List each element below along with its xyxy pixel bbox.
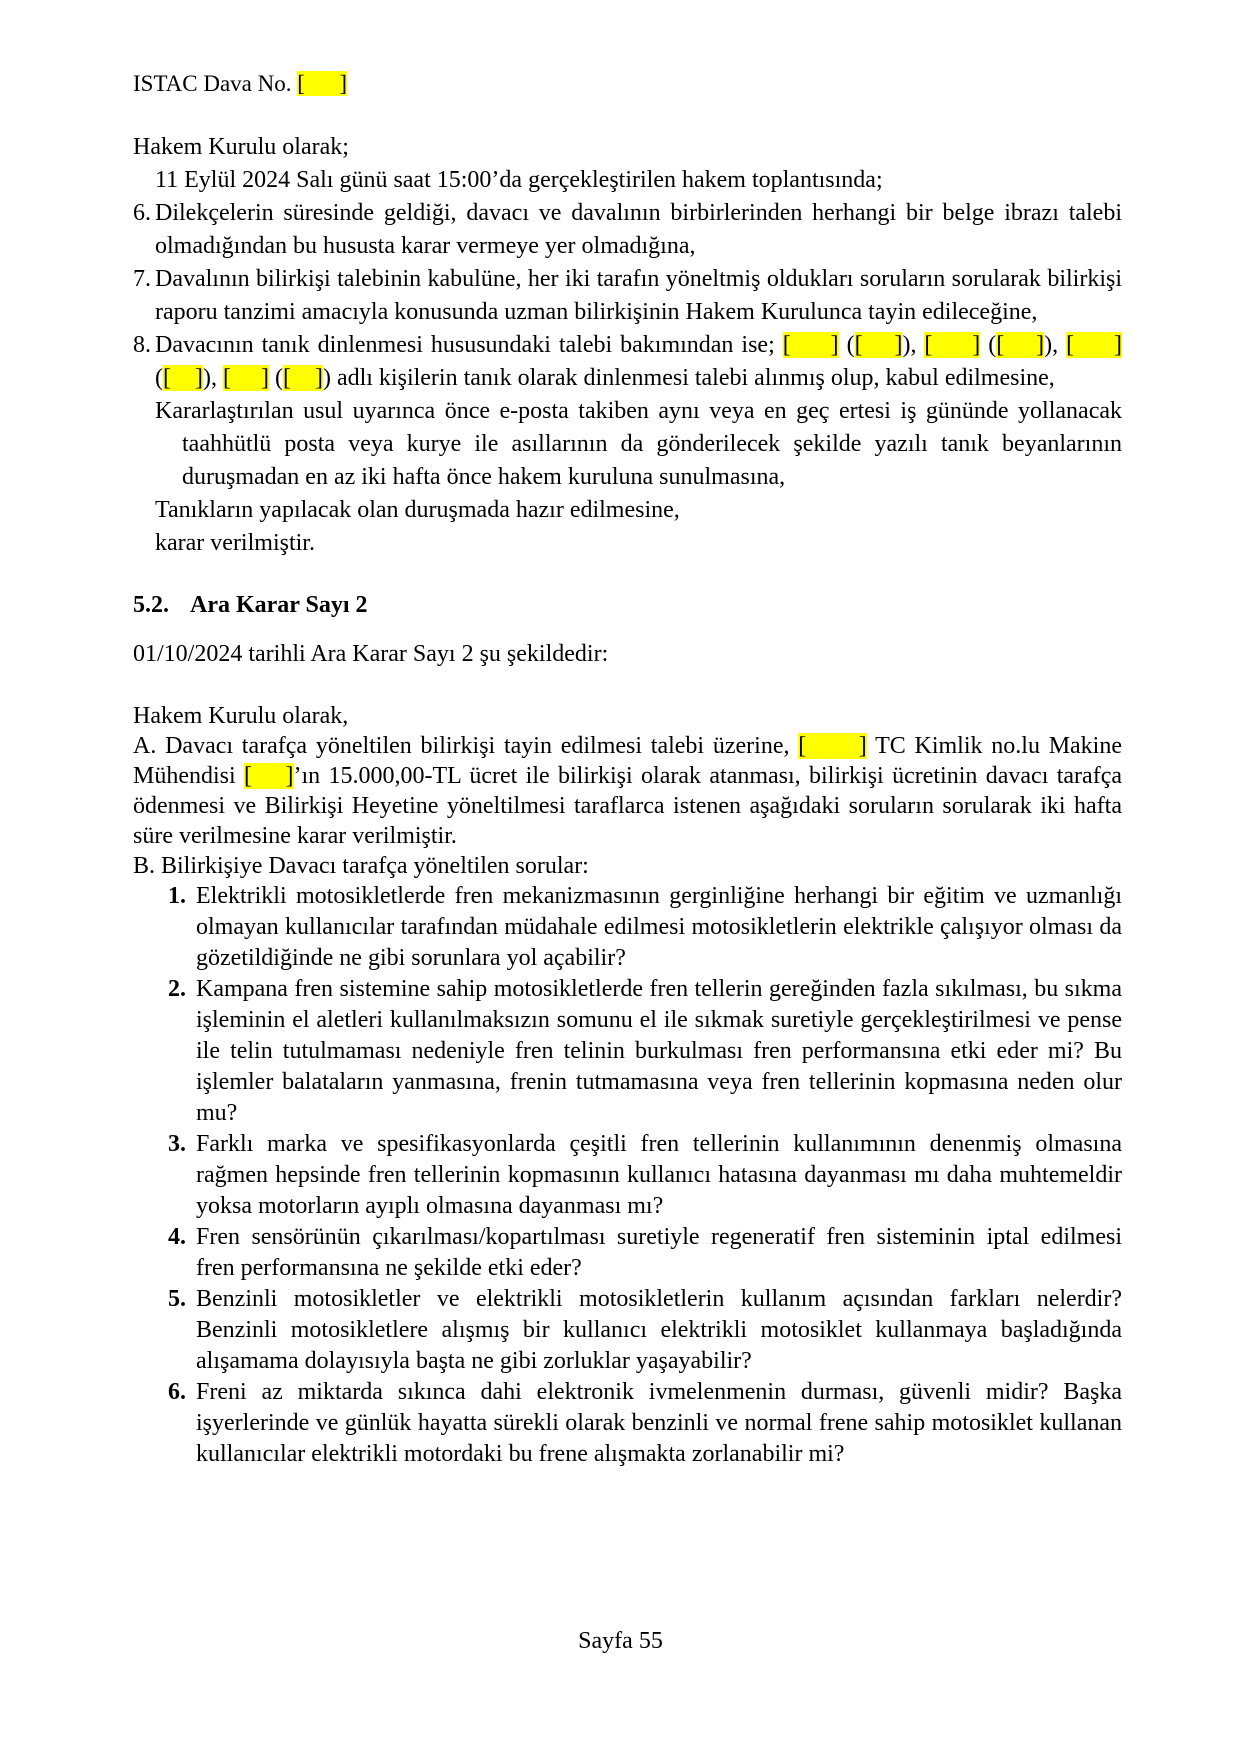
item-number: 8.	[133, 332, 151, 358]
text-run: Elektrikli motosikletlerde fren mekanizmasının gerginliğine herhangi bir eğitim ve uzmanlığı olmayan kullanıcılar tarafından müdahale edilmesi motosikletlerin elektrikle çalışıyor olması da gözetildiğinde ne gibi sorunlara yol açabilir?	[196, 883, 1122, 971]
item-number: 2.	[168, 976, 186, 1002]
redaction-highlight: [ ]	[1066, 332, 1122, 358]
redaction-highlight: [ ]	[282, 365, 323, 391]
list-item-6	[133, 197, 1122, 263]
paragraph-hakem-kurulu-olarak	[133, 131, 1122, 164]
redaction-highlight: [ ]	[163, 365, 203, 391]
question-4	[133, 1222, 1122, 1284]
paragraph-a-bilirkisi-atanmasi	[133, 731, 1122, 851]
redaction-highlight: [ ]	[996, 332, 1045, 358]
case-number-label: ISTAC Dava No.	[133, 71, 298, 96]
paragraph-ara-karar-tarihi	[133, 639, 1122, 669]
page-header	[133, 70, 347, 98]
text-run: Hakem Kurulu olarak;	[133, 134, 349, 160]
question-6	[133, 1377, 1122, 1470]
paragraph-b-sorular-basligi	[133, 851, 1122, 881]
list-item-7	[133, 263, 1122, 329]
redaction-highlight: [ ]	[854, 332, 903, 358]
text-run: B. Bilirkişiye Davacı tarafça yöneltilen sorular:	[133, 853, 589, 879]
item-number: 5.	[168, 1286, 186, 1312]
redaction-highlight: [ ]	[244, 763, 294, 789]
item-number: 3.	[168, 1131, 186, 1157]
text-run: ),	[1044, 332, 1067, 358]
text-run: Dilekçelerin süresinde geldiği, davacı ve davalının birbirlerinden herhangi bir belge ibrazı talebi olmadığından bu hususta karar vermeye yer olmadığına,	[155, 200, 1122, 259]
text-run: Kararlaştırılan usul uyarınca önce e-posta takiben aynı veya en geç ertesi iş gününde yollanacak taahhütlü posta veya kurye ile asıllarının da gönderilecek şekilde yazılı tanık beyanlarının duruşmadan en az iki hafta önce hakem kuruluna sunulmasına,	[155, 398, 1122, 490]
text-run: Davalının bilirkişi talebinin kabulüne, her iki tarafın yöneltmiş oldukları soruların sorularak bilirkişi raporu tanzimi amacıyla konusunda uzman bilirkişinin Hakem Kurulunca tayin edileceğine,	[155, 266, 1122, 325]
paragraph-kararlastirilan-usul	[133, 395, 1122, 494]
question-3	[133, 1129, 1122, 1222]
text-run: Hakem Kurulu olarak,	[133, 703, 349, 729]
paragraph-karar-verilmistir	[133, 527, 1122, 560]
text-run: Kampana fren sistemine sahip motosikletlerde fren tellerin gereğinden fazla sıkılması, bu sıkma işleminin el aletleri kullanılmaksızın somunu el ile sıkmak suretiyle gerçekleştirilmesi ve pense ile telin tutulmaması nedeniyle fren telinin burkulması fren performansına etki eder mi? Bu işlemler balataların yanmasına, frenin tutmamasına veya fren tellerinin kopmasına neden olur mu?	[196, 976, 1122, 1126]
question-1	[133, 881, 1122, 974]
text-run: 01/10/2024 tarihli Ara Karar Sayı 2 şu şekildedir:	[133, 641, 609, 667]
page-number-label: Sayfa 55	[578, 1628, 663, 1654]
question-2	[133, 974, 1122, 1129]
page-footer	[0, 1628, 1241, 1655]
text-run: (	[980, 332, 997, 358]
redaction-highlight: [ ]	[924, 332, 981, 358]
text-run: A. Davacı tarafça yöneltilen bilirkişi tayin edilmesi talebi üzerine,	[133, 733, 799, 759]
item-number: 6.	[133, 200, 151, 226]
text-run: (	[838, 332, 855, 358]
text-run: ’ın 15.000,00-TL ücret ile bilirkişi olarak atanması, bilirkişi ücretinin davacı tarafça ödenmesi ve Bilirkişi Heyetine yöneltilmesi taraflarca istenen aşağıdaki soruların sorularak iki hafta süre verilmesine karar verilmiştir.	[133, 763, 1122, 849]
list-item-8	[133, 329, 1122, 395]
text-run: ),	[902, 332, 925, 358]
text-run: Freni az miktarda sıkınca dahi elektronik ivmelenmenin durması, güvenli midir? Başka işyerlerinde ve günlük hayatta sürekli olarak benzinli ve normal frene sahip motosiklet kullanan kullanıcılar elektrikli motordaki bu frene alışmakta zorlanabilir mi?	[196, 1379, 1122, 1467]
paragraph-hakem-kurulu-olarak-2	[133, 701, 1122, 731]
document-body	[133, 131, 1122, 1470]
text-run: Farklı marka ve spesifikasyonlarda çeşitli fren tellerinin kullanımının denenmiş olmasına rağmen hepsinde fren tellerinin kopmasının kullanıcı hatasına dayanması mı daha muhtemeldir yoksa motorların ayıplı olmasına dayanması mı?	[196, 1131, 1122, 1219]
text-run: ),	[202, 365, 223, 391]
item-number: 1.	[168, 883, 186, 909]
text-run: (	[268, 365, 283, 391]
paragraph-toplanti-tarihi	[133, 164, 1122, 197]
redaction-highlight: [ ]	[798, 733, 867, 759]
text-run: TC Kimlik no.lu Makine Mühendisi	[133, 733, 1123, 789]
item-number: 5.2.	[133, 592, 169, 618]
text-run: ) adlı kişilerin tanık olarak dinlenmesi talebi alınmış olup, kabul edilmesine,	[322, 365, 1055, 391]
paragraph-taniklarin-hazir-edilmesi	[133, 494, 1122, 527]
text-run: Tanıkların yapılacak olan duruşmada hazır edilmesine,	[155, 497, 680, 523]
text-run: (	[155, 365, 163, 391]
text-run: karar verilmiştir.	[155, 530, 315, 556]
text-run: Ara Karar Sayı 2	[190, 592, 368, 618]
item-number: 7.	[133, 266, 151, 292]
text-run: 11 Eylül 2024 Salı günü saat 15:00’da gerçekleştirilen hakem toplantısında;	[155, 167, 883, 193]
section-heading-5-2	[133, 589, 1122, 622]
item-number: 6.	[168, 1379, 186, 1405]
text-run: Fren sensörünün çıkarılması/kopartılması suretiyle regeneratif fren sisteminin iptal edilmesi fren performansına ne şekilde etki eder?	[196, 1224, 1122, 1281]
case-number-redaction: [ ]	[297, 71, 348, 96]
question-5	[133, 1284, 1122, 1377]
redaction-highlight: [ ]	[782, 332, 839, 358]
item-number: 4.	[168, 1224, 186, 1250]
text-run: Benzinli motosikletler ve elektrikli motosikletlerin kullanım açısından farkları nelerdir? Benzinli motosikletlere alışmış bir kullanıcı elektrikli motosiklet kullanmaya başladığında alışamama dolayısıyla başta ne gibi zorluklar yaşayabilir?	[196, 1286, 1122, 1374]
text-run: Davacının tanık dinlenmesi hususundaki talebi bakımından ise;	[155, 332, 783, 358]
redaction-highlight: [ ]	[222, 365, 269, 391]
